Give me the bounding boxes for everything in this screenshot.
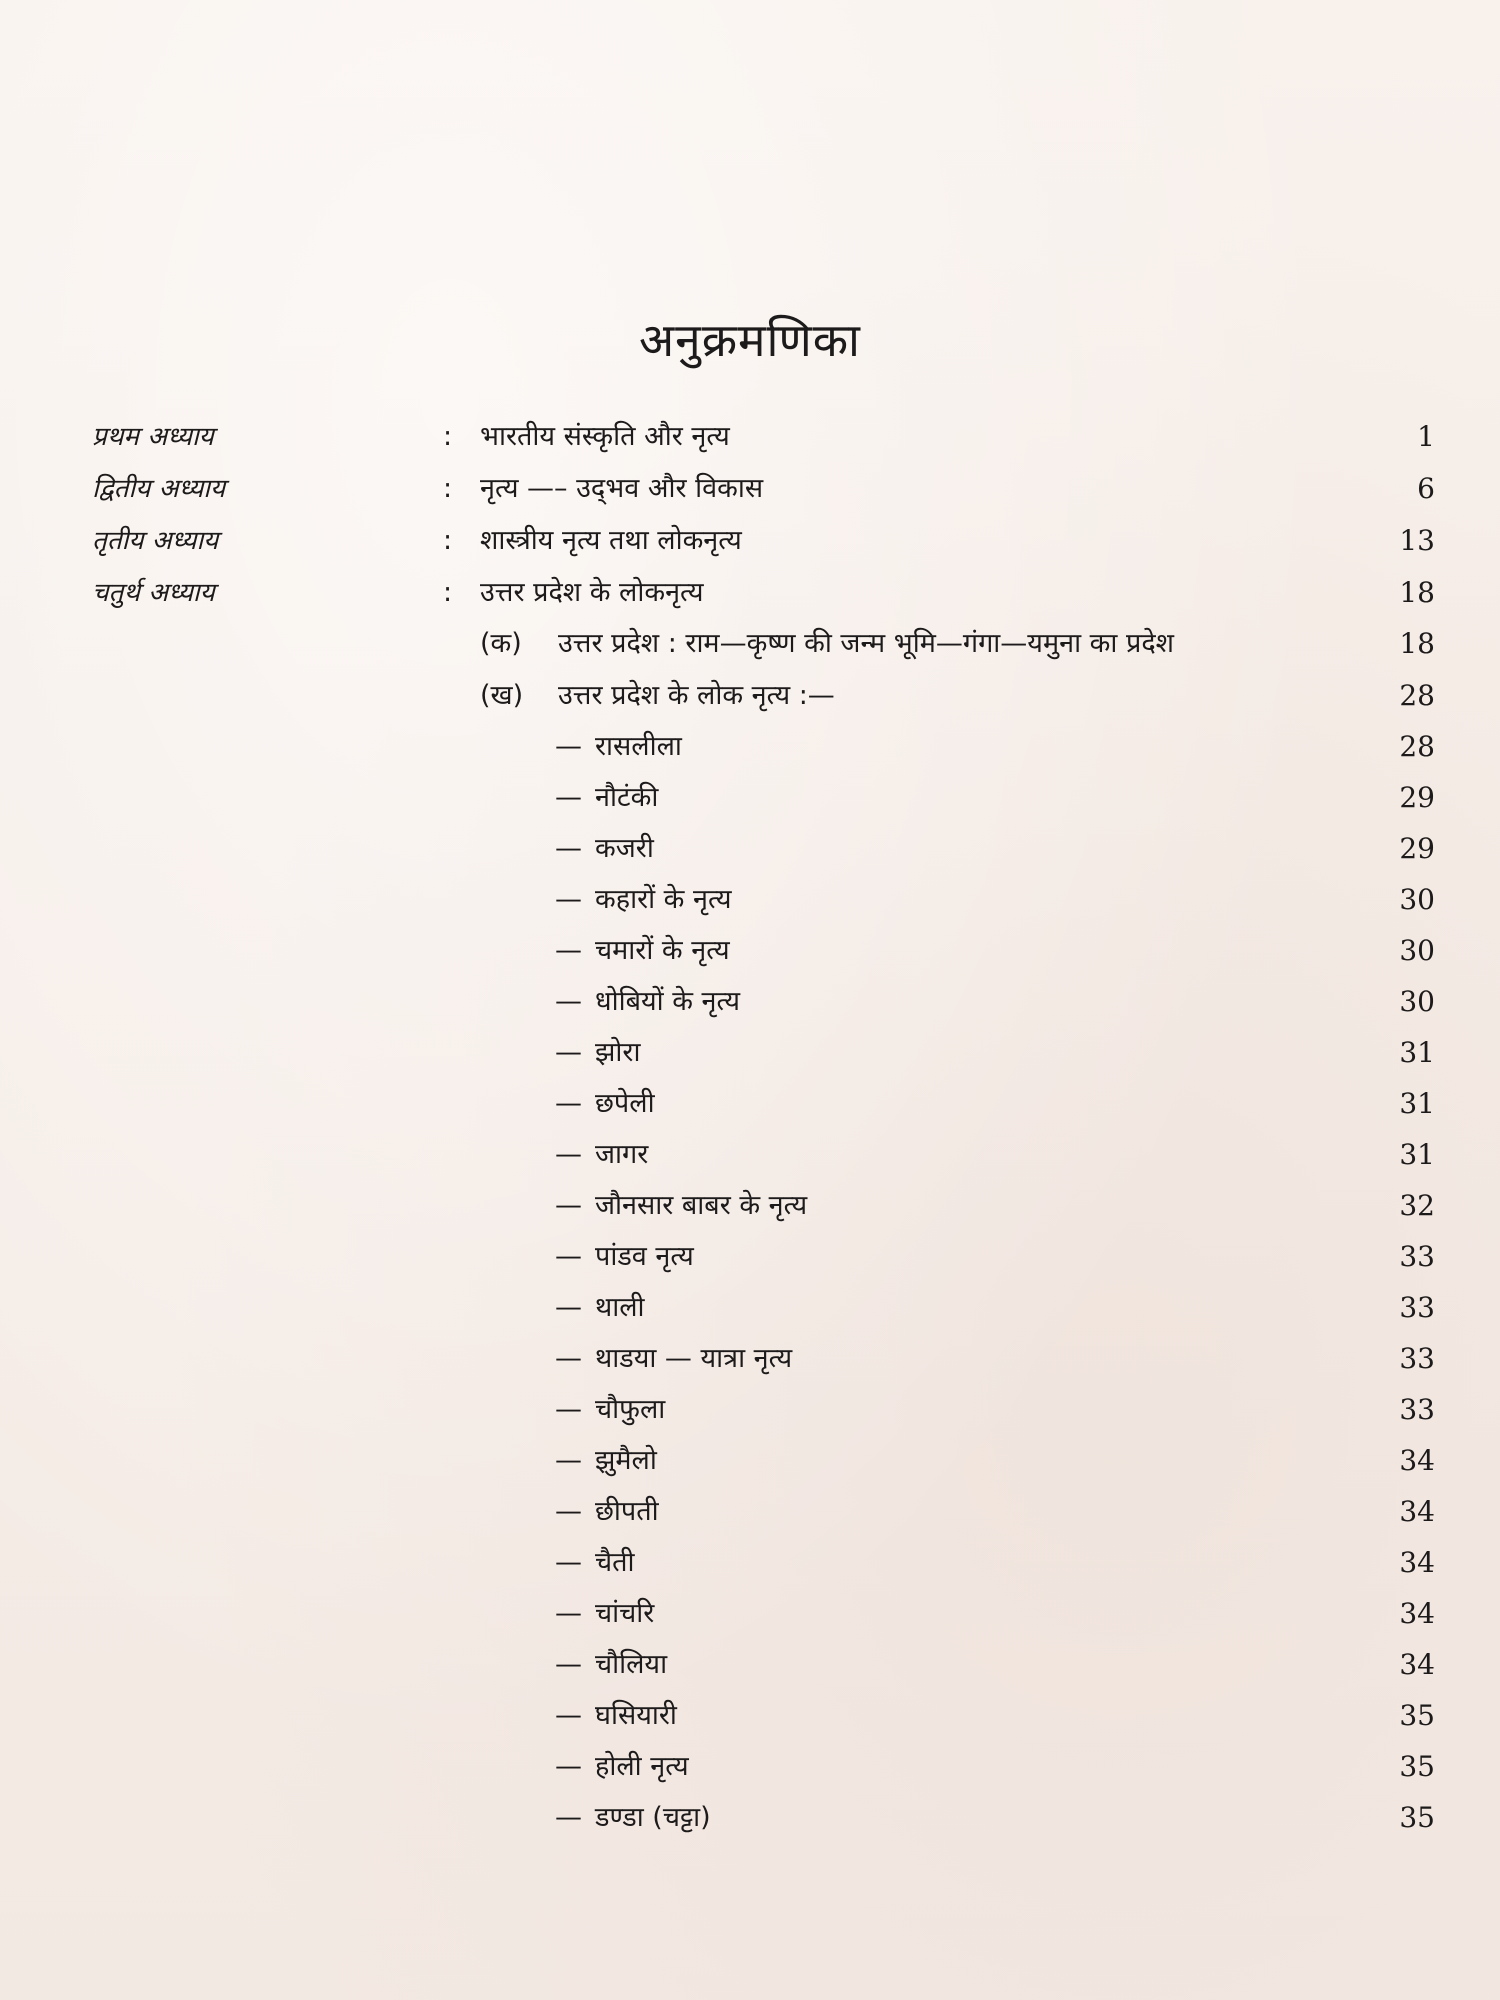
item-dash: —	[555, 1292, 582, 1323]
separator-colon: :	[443, 473, 453, 504]
toc-item-row	[0, 1640, 1500, 1690]
toc-item-row	[0, 773, 1500, 823]
item-title: थाडया — यात्रा नृत्य	[595, 1343, 793, 1374]
toc-item-row	[0, 1028, 1500, 1078]
separator-colon: :	[443, 525, 453, 556]
page-number: 31	[1399, 1138, 1435, 1171]
item-dash: —	[555, 986, 582, 1017]
page-number: 34	[1399, 1546, 1435, 1579]
item-title: रासलीला	[595, 731, 682, 762]
page-title: अनुक्रमणिका	[639, 313, 861, 367]
item-title: चौफुला	[595, 1394, 666, 1425]
toc-chapter-row	[0, 568, 1500, 618]
toc-item-row	[0, 722, 1500, 772]
item-dash: —	[555, 1700, 582, 1731]
toc-item-row	[0, 977, 1500, 1027]
chapter-title: नृत्य —– उद्‌भव और विकास	[480, 473, 764, 504]
item-dash: —	[555, 1241, 582, 1272]
toc-item-row	[0, 1793, 1500, 1843]
page-number: 32	[1399, 1189, 1435, 1222]
item-dash: —	[555, 1598, 582, 1629]
section-marker: (ख)	[480, 680, 524, 711]
item-title: कहारों के नृत्य	[595, 884, 732, 915]
item-dash: —	[555, 1139, 582, 1170]
page-number: 35	[1399, 1750, 1435, 1783]
page-number: 18	[1399, 576, 1435, 609]
chapter-name: चतुर्थ अध्याय	[92, 578, 215, 608]
toc-item-row	[0, 1334, 1500, 1384]
section-title: उत्तर प्रदेश के लोक नृत्य :—	[558, 680, 835, 711]
separator-colon: :	[443, 577, 453, 608]
toc-item-row	[0, 1181, 1500, 1231]
item-title: चौलिया	[595, 1649, 668, 1680]
page-number: 13	[1399, 524, 1435, 557]
toc-item-row	[0, 875, 1500, 925]
item-title: जागर	[595, 1139, 649, 1170]
item-title: होली नृत्य	[595, 1751, 689, 1782]
item-title: चैती	[595, 1547, 635, 1578]
item-dash: —	[555, 731, 582, 762]
separator-colon: :	[443, 421, 453, 452]
toc-item-row	[0, 1436, 1500, 1486]
page-number: 18	[1399, 627, 1435, 660]
item-dash: —	[555, 1496, 582, 1527]
item-title: कजरी	[595, 833, 654, 864]
section-title: उत्तर प्रदेश : राम—कृष्ण की जन्म भूमि—गंगा—यमुना का प्रदेश	[558, 628, 1175, 659]
item-dash: —	[555, 935, 582, 966]
item-dash: —	[555, 1088, 582, 1119]
item-dash: —	[555, 782, 582, 813]
page-number: 29	[1399, 832, 1435, 865]
item-dash: —	[555, 833, 582, 864]
page-number: 34	[1399, 1495, 1435, 1528]
page-number: 33	[1399, 1393, 1435, 1426]
item-dash: —	[555, 1649, 582, 1680]
section-marker: (क)	[480, 628, 522, 659]
item-title: थाली	[595, 1292, 645, 1323]
item-title: धोबियों के नृत्य	[595, 986, 741, 1017]
item-dash: —	[555, 1802, 582, 1833]
page-number: 30	[1399, 883, 1435, 916]
item-dash: —	[555, 1037, 582, 1068]
item-title: पांडव नृत्य	[595, 1241, 694, 1272]
item-title: झुमैलो	[595, 1445, 657, 1476]
toc-item-row	[0, 1130, 1500, 1180]
chapter-name: तृतीय अध्याय	[92, 526, 219, 556]
chapter-title: उत्तर प्रदेश के लोकनृत्य	[480, 577, 704, 608]
page-number: 31	[1399, 1087, 1435, 1120]
toc-item-row	[0, 926, 1500, 976]
toc-section-row	[0, 619, 1500, 669]
page-number: 1	[1417, 420, 1435, 453]
item-dash: —	[555, 1445, 582, 1476]
page-number: 30	[1399, 985, 1435, 1018]
page-number: 34	[1399, 1597, 1435, 1630]
toc-chapter-row	[0, 464, 1500, 514]
item-title: डण्डा (चट्टा)	[595, 1802, 711, 1833]
item-dash: —	[555, 884, 582, 915]
page-number: 34	[1399, 1648, 1435, 1681]
page-number: 35	[1399, 1699, 1435, 1732]
toc-chapter-row	[0, 412, 1500, 462]
toc-item-row	[0, 1742, 1500, 1792]
item-title: चांचरि	[595, 1598, 655, 1629]
item-dash: —	[555, 1394, 582, 1425]
toc-item-row	[0, 1385, 1500, 1435]
toc-section-row	[0, 671, 1500, 721]
toc-item-row	[0, 1487, 1500, 1537]
toc-item-row	[0, 1589, 1500, 1639]
item-title: झोरा	[595, 1037, 641, 1068]
page-number: 28	[1399, 679, 1435, 712]
page-number: 6	[1417, 472, 1435, 505]
toc-item-row	[0, 1079, 1500, 1129]
item-title: घसियारी	[595, 1700, 677, 1731]
page-number: 30	[1399, 934, 1435, 967]
page-number: 33	[1399, 1240, 1435, 1273]
toc-item-row	[0, 1691, 1500, 1741]
item-dash: —	[555, 1751, 582, 1782]
item-title: नौटंकी	[595, 782, 659, 813]
item-title: छीपती	[595, 1496, 659, 1527]
page-number: 33	[1399, 1291, 1435, 1324]
page-number: 33	[1399, 1342, 1435, 1375]
page-number: 35	[1399, 1801, 1435, 1834]
page-number: 28	[1399, 730, 1435, 763]
toc-item-row	[0, 1538, 1500, 1588]
chapter-name: प्रथम अध्याय	[92, 422, 214, 452]
toc-chapter-row	[0, 516, 1500, 566]
item-title: जौनसार बाबर के नृत्य	[595, 1190, 808, 1221]
page-number: 29	[1399, 781, 1435, 814]
item-dash: —	[555, 1190, 582, 1221]
item-dash: —	[555, 1343, 582, 1374]
toc-item-row	[0, 824, 1500, 874]
toc-item-row	[0, 1232, 1500, 1282]
page-number: 34	[1399, 1444, 1435, 1477]
item-dash: —	[555, 1547, 582, 1578]
chapter-title: शास्त्रीय नृत्य तथा लोकनृत्य	[480, 525, 742, 556]
chapter-name: द्वितीय अध्याय	[92, 474, 226, 504]
toc-item-row	[0, 1283, 1500, 1333]
chapter-title: भारतीय संस्कृति और नृत्य	[480, 421, 730, 452]
page-number: 31	[1399, 1036, 1435, 1069]
item-title: छपेली	[595, 1088, 655, 1119]
item-title: चमारों के नृत्य	[595, 935, 730, 966]
